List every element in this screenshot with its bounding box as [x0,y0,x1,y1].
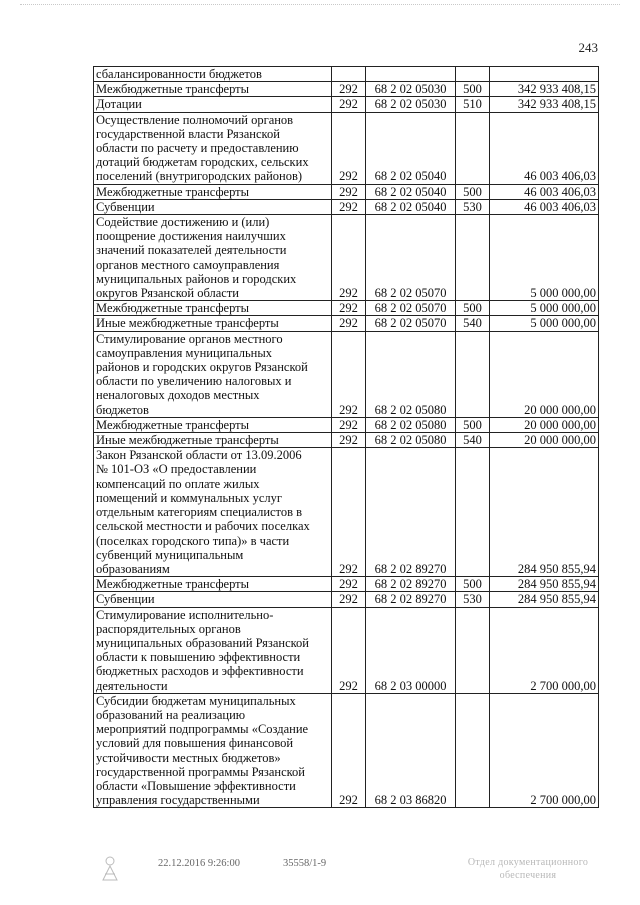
table-row [94,607,599,693]
cell-admin-code: 292 [332,301,366,316]
cell-name: Межбюджетные трансферты [94,577,332,592]
cell-amount: 5 000 000,00 [490,215,599,301]
cell-name: сбалансированности бюджетов [94,67,332,82]
budget-table [93,66,599,808]
cell-expense-type: 530 [456,592,490,607]
cell-expense-type: 500 [456,82,490,97]
scan-edge [20,4,620,5]
cell-expense-type: 500 [456,301,490,316]
table-row [94,82,599,97]
table-row [94,433,599,448]
table-row [94,577,599,592]
cell-name: Иные межбюджетные трансферты [94,433,332,448]
cell-admin-code: 292 [332,417,366,432]
page-number: 243 [578,40,598,55]
cell-admin-code: 292 [332,82,366,97]
cell-amount: 284 950 855,94 [490,592,599,607]
cell-expense-type [456,112,490,184]
cell-target-code: 68 2 03 00000 [366,607,456,693]
cell-expense-type: 500 [456,184,490,199]
cell-name: Осуществление полномочий органов государственной власти Рязанской области по расчету и предоставлению дотаций бюджетам городских, сельских поселений (внутригородских районов) [94,112,332,184]
cell-target-code: 68 2 02 05070 [366,316,456,331]
table-row [94,331,599,417]
table-row [94,184,599,199]
cell-expense-type: 510 [456,97,490,112]
cell-target-code: 68 2 02 05030 [366,82,456,97]
cell-amount [490,67,599,82]
cell-admin-code: 292 [332,592,366,607]
cell-admin-code: 292 [332,607,366,693]
cell-target-code: 68 2 02 05040 [366,112,456,184]
cell-amount: 46 003 406,03 [490,199,599,214]
cell-expense-type: 500 [456,417,490,432]
cell-amount: 20 000 000,00 [490,417,599,432]
cell-expense-type: 530 [456,199,490,214]
cell-expense-type: 500 [456,577,490,592]
cell-admin-code: 292 [332,215,366,301]
table-row [94,301,599,316]
cell-name: Стимулирование органов местного самоуправления муниципальных районов и городских округов Рязанской области по увеличению налоговых и неналоговых доходов местных бюджетов [94,331,332,417]
table-row [94,693,599,808]
table-row [94,592,599,607]
cell-expense-type [456,215,490,301]
footer-reg-number: 35558/1-9 [283,858,327,869]
cell-name: Иные межбюджетные трансферты [94,316,332,331]
cell-admin-code: 292 [332,577,366,592]
table-row [94,448,599,577]
table-row [94,67,599,82]
cell-admin-code: 292 [332,184,366,199]
cell-amount: 5 000 000,00 [490,316,599,331]
cell-name: Субсидии бюджетам муниципальных образований на реализацию мероприятий подпрограммы «Создание условий для повышения финансовой устойчивости местных бюджетов» государственной программы Рязанской области «Повышение эффективности управления государственными [94,693,332,808]
cell-amount: 342 933 408,15 [490,82,599,97]
cell-expense-type [456,331,490,417]
cell-target-code: 68 2 02 89270 [366,592,456,607]
page-footer [0,856,640,896]
cell-amount: 342 933 408,15 [490,97,599,112]
budget-table-body [94,67,599,808]
cell-target-code: 68 2 02 05030 [366,97,456,112]
cell-amount: 20 000 000,00 [490,331,599,417]
cell-target-code: 68 2 02 89270 [366,448,456,577]
cell-name: Межбюджетные трансферты [94,417,332,432]
cell-target-code: 68 2 02 05080 [366,331,456,417]
cell-amount: 284 950 855,94 [490,448,599,577]
cell-amount: 284 950 855,94 [490,577,599,592]
cell-admin-code: 292 [332,331,366,417]
cell-target-code [366,67,456,82]
cell-amount: 46 003 406,03 [490,112,599,184]
cell-target-code: 68 2 02 05040 [366,199,456,214]
table-row [94,112,599,184]
cell-target-code: 68 2 02 05080 [366,417,456,432]
cell-name: Субвенции [94,592,332,607]
table-row [94,199,599,214]
table-row [94,97,599,112]
cell-expense-type [456,448,490,577]
cell-target-code: 68 2 02 05070 [366,301,456,316]
cell-amount: 2 700 000,00 [490,693,599,808]
cell-expense-type: 540 [456,433,490,448]
cell-admin-code: 292 [332,693,366,808]
cell-admin-code: 292 [332,112,366,184]
cell-name: Межбюджетные трансферты [94,301,332,316]
cell-admin-code: 292 [332,433,366,448]
cell-target-code: 68 2 02 05040 [366,184,456,199]
cell-amount: 2 700 000,00 [490,607,599,693]
cell-name: Межбюджетные трансферты [94,184,332,199]
table-row [94,316,599,331]
cell-admin-code [332,67,366,82]
cell-admin-code: 292 [332,97,366,112]
cell-admin-code: 292 [332,199,366,214]
department-stamp: Отдел документационного обеспечения [467,857,589,881]
table-row [94,417,599,432]
cell-target-code: 68 2 03 86820 [366,693,456,808]
cell-amount: 20 000 000,00 [490,433,599,448]
cell-admin-code: 292 [332,316,366,331]
cell-amount: 46 003 406,03 [490,184,599,199]
cell-name: Межбюджетные трансферты [94,82,332,97]
cell-name: Дотации [94,97,332,112]
cell-expense-type [456,693,490,808]
cell-amount: 5 000 000,00 [490,301,599,316]
cell-name: Закон Рязанской области от 13.09.2006 № 101-ОЗ «О предоставлении компенсаций по оплате жилых помещений и коммунальных услуг отдельным категориям специалистов в сельской местности и рабочих поселках (поселках городского типа)» в части субвенций муниципальным образованиям [94,448,332,577]
cell-target-code: 68 2 02 05080 [366,433,456,448]
footer-date: 22.12.2016 9:26:00 [158,858,240,869]
cell-target-code: 68 2 02 05070 [366,215,456,301]
cell-admin-code: 292 [332,448,366,577]
cell-name: Субвенции [94,199,332,214]
table-row [94,215,599,301]
cell-name: Стимулирование исполнительно- распорядительных органов муниципальных образований Рязанской области к повышению эффективности бюджетных расходов и эффективности деятельности [94,607,332,693]
cell-target-code: 68 2 02 89270 [366,577,456,592]
cell-expense-type [456,607,490,693]
cell-expense-type [456,67,490,82]
cell-name: Содействие достижению и (или) поощрение достижения наилучших значений показателей деятельности органов местного самоуправления муниципальных районов и городских округов Рязанской области [94,215,332,301]
cell-expense-type: 540 [456,316,490,331]
seal-icon [100,854,120,884]
